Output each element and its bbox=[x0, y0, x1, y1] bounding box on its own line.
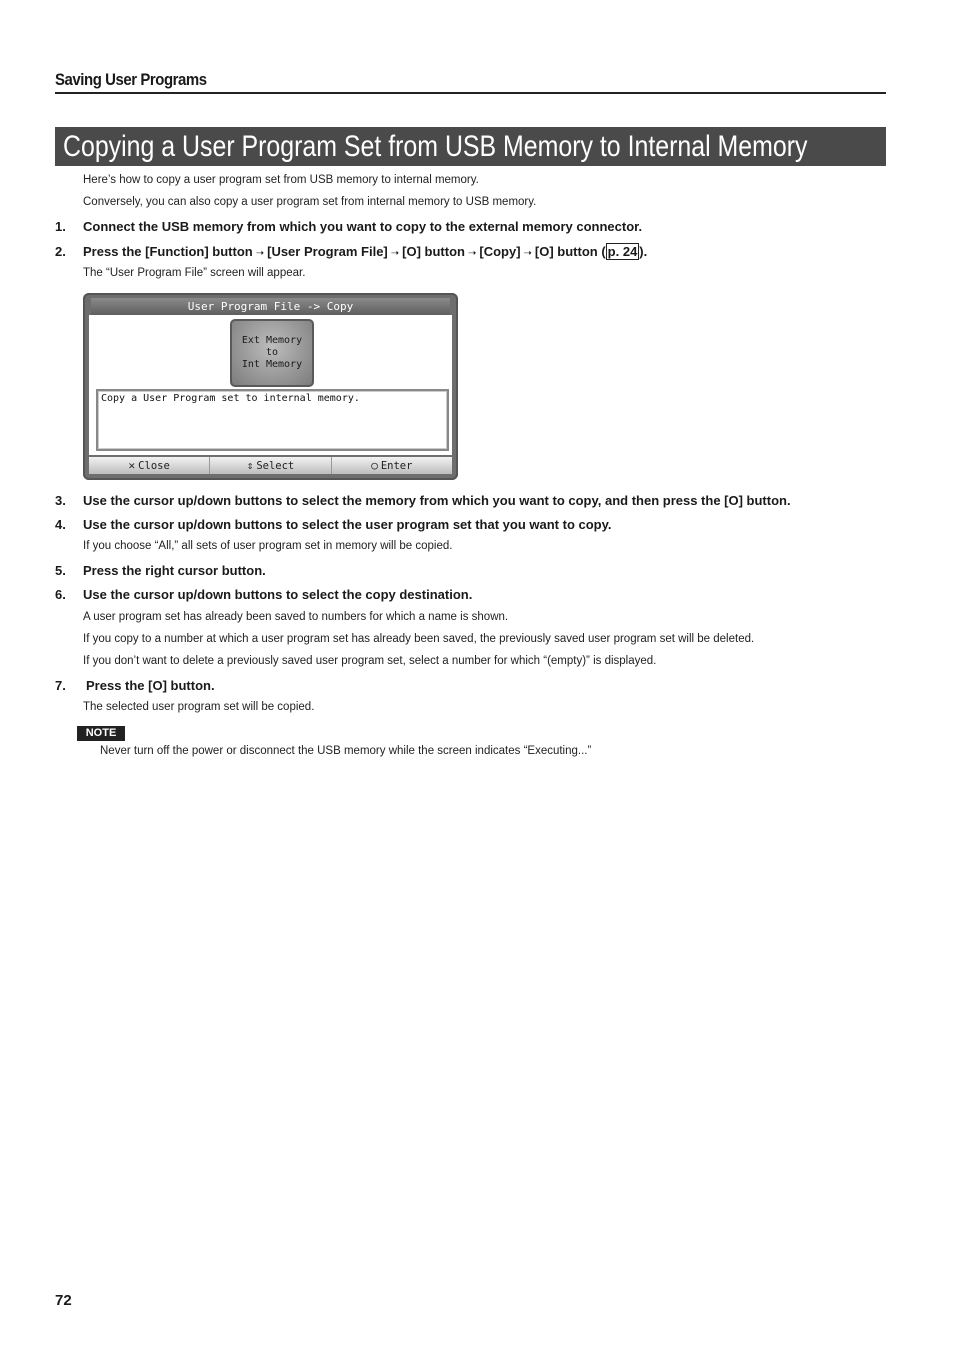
step-text: Connect the USB memory from which you want to copy to the external memory connector. bbox=[83, 219, 643, 234]
memory-button-line-1: Ext Memory bbox=[241, 335, 303, 346]
screen-body bbox=[89, 315, 452, 455]
ext-to-int-memory-button[interactable] bbox=[230, 319, 314, 387]
arrow-icon: ➝ bbox=[390, 248, 400, 259]
step-text: Use the cursor up/down buttons to select the copy destination. bbox=[83, 587, 473, 602]
arrow-icon: ➝ bbox=[467, 248, 477, 259]
step-number: 7. bbox=[55, 678, 66, 693]
section-heading-text: Saving User Programs bbox=[55, 70, 207, 89]
step-2-part-4: [Copy] bbox=[479, 244, 521, 259]
step-6-note-2: If you copy to a number at which a user program set has already been saved, the previously saved user program set will be deleted. bbox=[83, 633, 755, 645]
step-number: 6. bbox=[55, 587, 66, 602]
step-7-note: The selected user program set will be copied. bbox=[83, 701, 315, 713]
step-number: 4. bbox=[55, 517, 66, 532]
arrow-icon: ➝ bbox=[523, 248, 532, 259]
arrow-icon: ➝ bbox=[255, 248, 265, 259]
step-2-part-3: [O] button bbox=[402, 244, 465, 259]
step-6-note-3: If you don’t want to delete a previously saved user program set, select a number for which “(empty)” is displayed. bbox=[83, 655, 657, 667]
message-box bbox=[96, 389, 449, 451]
circle-icon: ○ bbox=[371, 459, 378, 472]
page-title: Copying a User Program Set from USB Memory to Internal Memory bbox=[63, 130, 808, 163]
step-text: Use the cursor up/down buttons to select the user program set that you want to copy. bbox=[83, 517, 612, 532]
close-button[interactable] bbox=[89, 457, 210, 474]
step-2-part-1: Press the [Function] button bbox=[83, 244, 253, 259]
device-screen bbox=[83, 293, 458, 480]
enter-label: Enter bbox=[380, 460, 413, 472]
step-2-part-2: [User Program File] bbox=[267, 244, 388, 259]
step-6-note-1: A user program set has already been saved to numbers for which a name is shown. bbox=[83, 611, 509, 623]
select-button[interactable] bbox=[210, 457, 331, 474]
step-text: Press the right cursor button. bbox=[83, 563, 266, 578]
step-text bbox=[83, 244, 647, 259]
section-heading bbox=[55, 70, 886, 94]
message-text: Copy a User Program set to internal memory. bbox=[101, 393, 360, 404]
intro-text-1: Here’s how to copy a user program set from USB memory to internal memory. bbox=[83, 174, 479, 186]
enter-button[interactable] bbox=[332, 457, 452, 474]
page-title-bar bbox=[55, 127, 886, 166]
note-badge: NOTE bbox=[77, 726, 125, 741]
step-text: Use the cursor up/down buttons to select the memory from which you want to copy, and then press the [O] button. bbox=[83, 493, 791, 508]
page-number: 72 bbox=[55, 1292, 72, 1309]
memory-button-line-3: Int Memory bbox=[241, 359, 303, 370]
screen-footer bbox=[89, 457, 452, 474]
select-label: Select bbox=[256, 460, 295, 472]
note-text: Never turn off the power or disconnect the USB memory while the screen indicates “Executing...” bbox=[100, 745, 592, 757]
step-text: Press the [O] button. bbox=[86, 678, 215, 693]
step-number: 5. bbox=[55, 563, 66, 578]
intro-text-2: Conversely, you can also copy a user program set from internal memory to USB memory. bbox=[83, 196, 537, 208]
up-down-icon: ⇕ bbox=[246, 459, 254, 472]
screen-title: User Program File -> Copy bbox=[91, 298, 450, 315]
page-reference-link[interactable]: p. 24 bbox=[607, 244, 638, 259]
step-2-note: The “User Program File” screen will appear. bbox=[83, 267, 306, 279]
step-number: 3. bbox=[55, 493, 66, 508]
step-2-part-5: [O] button ( bbox=[534, 244, 606, 259]
memory-button-line-2: to bbox=[265, 347, 279, 358]
step-number: 2. bbox=[55, 244, 66, 259]
step-number: 1. bbox=[55, 219, 66, 234]
close-label: Close bbox=[138, 460, 170, 472]
step-4-note: If you choose “All,” all sets of user program set in memory will be copied. bbox=[83, 540, 453, 552]
close-icon: ✕ bbox=[128, 459, 136, 472]
step-2-end: ). bbox=[639, 244, 648, 259]
